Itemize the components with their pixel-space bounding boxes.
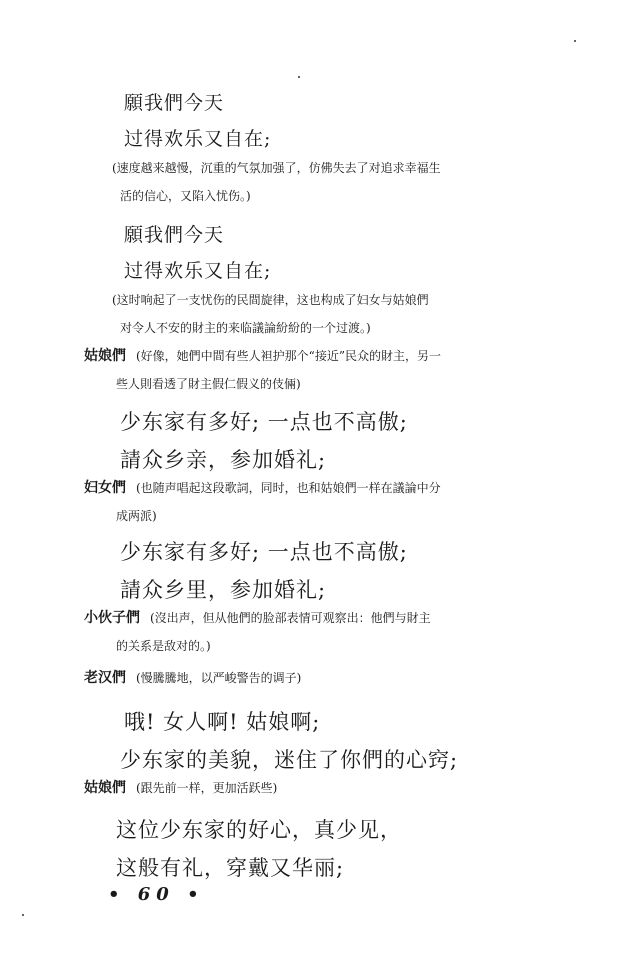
role-name: 姑娘們 <box>84 780 126 796</box>
page-number: • 60 • <box>108 884 205 905</box>
role-direction-text: (沒出声，但从他們的脸部表情可观察出：他們与財主 <box>150 611 431 625</box>
lyric-line: 过得欢乐又自在; <box>124 260 272 282</box>
role-name: 小伙子們 <box>84 610 140 626</box>
lyric-line: 哦! 女人啊! 姑娘啊; <box>124 710 321 734</box>
stage-direction-line: 活的信心，又陷入忧伤。) <box>120 189 251 203</box>
role-direction <box>84 664 534 692</box>
lyric-line: 过得欢乐又自在; <box>124 128 272 150</box>
role-direction-text: 成两派) <box>116 509 157 523</box>
role-direction-text: (慢騰騰地，以严峻警告的调子) <box>136 671 302 685</box>
lyric-line: 这位少东家的好心，真少见， <box>116 818 402 842</box>
lyric-line: 这般有礼，穿戴又华丽; <box>116 856 345 880</box>
role-name: 妇女們 <box>84 480 126 496</box>
role-direction <box>84 474 534 530</box>
lyric-line: 願我們今天 <box>124 224 225 246</box>
lyric-line: 請众乡里，参加婚礼; <box>120 578 327 602</box>
lyric-line: 請众乡亲，参加婚礼; <box>120 448 327 472</box>
stage-direction-line: (这时响起了一支忧伤的民間旋律，这也构成了妇女与姑娘們 <box>112 293 429 307</box>
top-dot <box>298 76 300 78</box>
lyric-line: 少东家有多好; 一点也不高傲; <box>120 410 408 434</box>
stage-direction <box>112 286 532 342</box>
lyric-line: 少东家的美貌，迷住了你們的心窍; <box>120 748 459 772</box>
stage-direction-line: 对令人不安的財主的来临議論紛紛的一个过渡。) <box>120 321 371 335</box>
role-direction <box>84 604 534 660</box>
role-direction-text: (也随声唱起这段歌詞，同时，也和姑娘們一样在議論中分 <box>136 481 441 495</box>
corner-dot <box>574 40 576 42</box>
lyric-line: 願我們今天 <box>124 92 225 114</box>
role-direction-text: 些人則看透了財主假仁假义的伎倆) <box>116 377 301 391</box>
role-name: 姑娘們 <box>84 348 126 364</box>
role-direction <box>84 774 534 802</box>
lyric-line: 少东家有多好; 一点也不高傲; <box>120 540 408 564</box>
role-direction-text: 的关系是敌对的。) <box>116 639 211 653</box>
stage-direction-line: (速度越来越慢，沉重的气氛加强了，仿佛失去了对追求幸福生 <box>112 161 441 175</box>
corner-dot-bottom <box>22 914 24 916</box>
role-direction-text: (跟先前一样，更加活跃些) <box>136 781 278 795</box>
role-name: 老汉們 <box>84 670 126 686</box>
stage-direction <box>112 154 532 210</box>
role-direction <box>84 342 534 398</box>
role-direction-text: (好像，她們中間有些人袒护那个“接近”民众的財主，另一 <box>136 349 441 363</box>
